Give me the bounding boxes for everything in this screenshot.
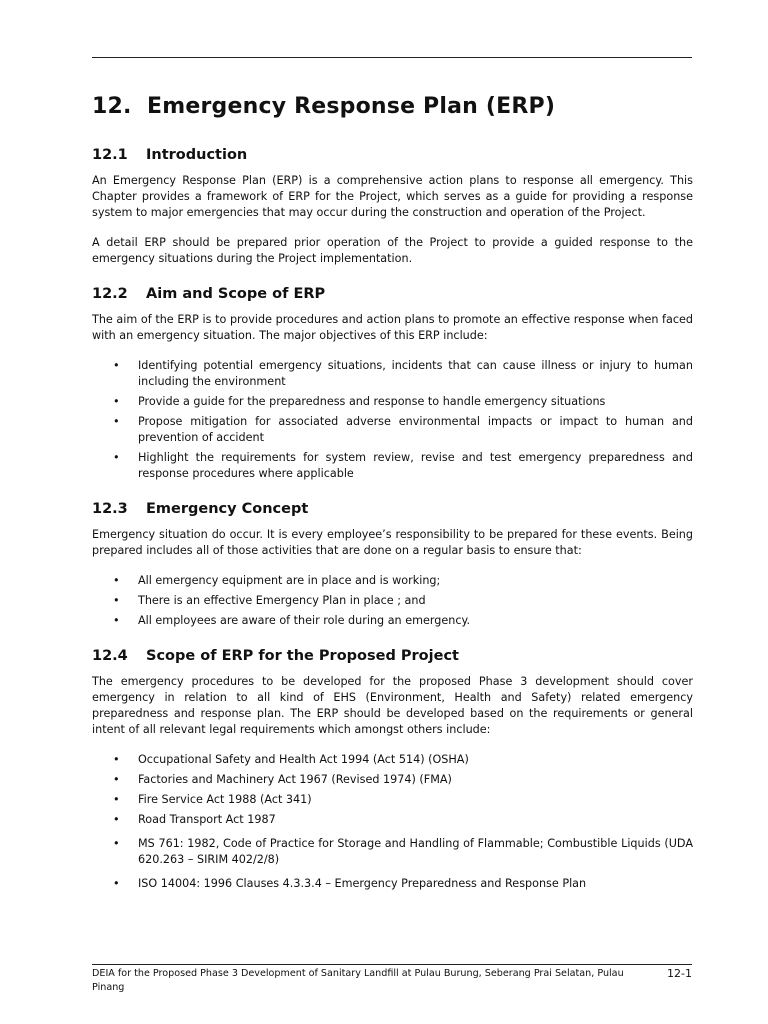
legal-requirements-list xyxy=(92,752,693,892)
bullet-icon: • xyxy=(113,773,120,786)
list-item-text: All employees are aware of their role during an emergency. xyxy=(138,614,471,627)
section-number: 12.4 xyxy=(92,648,128,664)
bullet-icon: • xyxy=(113,594,120,607)
list-item-text: Highlight the requirements for system review, revise and test emergency preparedness and response procedures where applicable xyxy=(138,451,693,480)
section-heading-emergency-concept xyxy=(92,500,693,518)
paragraph: Emergency situation do occur. It is every employee’s responsibility to be prepared for these events. Being prepared includes all of those activities that are done on a regular basis to ensure that: xyxy=(92,528,693,557)
header-rule xyxy=(92,57,692,58)
chapter-title: Emergency Response Plan (ERP) xyxy=(147,94,556,119)
bullet-icon: • xyxy=(113,574,120,587)
list-item xyxy=(92,752,693,768)
bullet-icon: • xyxy=(113,813,120,826)
footer-rule xyxy=(92,964,692,965)
list-item xyxy=(92,792,693,808)
list-item-text: ISO 14004: 1996 Clauses 4.3.3.4 – Emergency Preparedness and Response Plan xyxy=(138,877,587,890)
chapter-number: 12. xyxy=(92,94,132,119)
section-heading-aim-scope xyxy=(92,285,693,303)
list-item-text: Propose mitigation for associated adverse environmental impacts or impact to human and prevention of accident xyxy=(138,415,693,444)
paragraph: A detail ERP should be prepared prior operation of the Project to provide a guided response to the emergency situations during the Project implementation. xyxy=(92,236,693,265)
concept-list xyxy=(92,573,693,629)
list-item-text: Factories and Machinery Act 1967 (Revised 1974) (FMA) xyxy=(138,773,452,786)
section-title: Emergency Concept xyxy=(146,501,309,517)
list-item-text: Identifying potential emergency situations, incidents that can cause illness or injury to human including the environment xyxy=(138,359,693,388)
section-title: Aim and Scope of ERP xyxy=(146,286,326,302)
list-item xyxy=(92,394,693,410)
list-item-text: All emergency equipment are in place and is working; xyxy=(138,574,441,587)
section-heading-introduction xyxy=(92,146,693,164)
section-title: Scope of ERP for the Proposed Project xyxy=(146,648,459,664)
footer-text: DEIA for the Proposed Phase 3 Development of Sanitary Landfill at Pulau Burung, Seberang Prai Selatan, Pulau Pinang xyxy=(92,968,624,993)
list-item-text: MS 761: 1982, Code of Practice for Storage and Handling of Flammable; Combustible Liquids (UDA 620.263 – SIRIM 402/2/8) xyxy=(138,837,693,866)
list-item xyxy=(92,876,693,892)
bullet-icon: • xyxy=(113,451,120,464)
bullet-icon: • xyxy=(113,753,120,766)
list-item xyxy=(92,772,693,788)
paragraph: The emergency procedures to be developed for the proposed Phase 3 development should cover emergency in relation to all kind of EHS (Environment, Health and Safety) related emergency preparedness and response plan. The ERP should be developed based on the requirements or general intent of all relevant legal requirements which amongst others include: xyxy=(92,675,693,736)
bullet-icon: • xyxy=(113,359,120,372)
list-item xyxy=(92,593,693,609)
bullet-icon: • xyxy=(113,877,120,890)
list-item xyxy=(92,573,693,589)
section-heading-scope-project xyxy=(92,647,693,665)
list-item xyxy=(92,812,693,828)
section-number: 12.2 xyxy=(92,286,128,302)
list-item-text: Occupational Safety and Health Act 1994 (Act 514) (OSHA) xyxy=(138,753,469,766)
paragraph: An Emergency Response Plan (ERP) is a comprehensive action plans to response all emergency. This Chapter provides a framework of ERP for the Project, which serves as a guide for providing a response system to major emergencies that may occur during the construction and operation of the Project. xyxy=(92,174,693,219)
paragraph: The aim of the ERP is to provide procedures and action plans to promote an effective response when faced with an emergency situation. The major objectives of this ERP include: xyxy=(92,313,693,342)
list-item xyxy=(92,450,693,482)
list-item xyxy=(92,414,693,446)
bullet-icon: • xyxy=(113,395,120,408)
section-title: Introduction xyxy=(146,147,248,163)
chapter-heading xyxy=(92,92,693,122)
list-item-text: Provide a guide for the preparedness and response to handle emergency situations xyxy=(138,395,606,408)
objectives-list xyxy=(92,358,693,482)
section-number: 12.3 xyxy=(92,501,128,517)
bullet-icon: • xyxy=(113,614,120,627)
bullet-icon: • xyxy=(113,837,120,850)
bullet-icon: • xyxy=(113,793,120,806)
section-number: 12.1 xyxy=(92,147,128,163)
document-body xyxy=(92,92,693,908)
page-footer xyxy=(92,967,692,993)
list-item-text: Fire Service Act 1988 (Act 341) xyxy=(138,793,312,806)
bullet-icon: • xyxy=(113,415,120,428)
list-item-text: Road Transport Act 1987 xyxy=(138,813,276,826)
list-item-text: There is an effective Emergency Plan in place ; and xyxy=(138,594,426,607)
list-item xyxy=(92,613,693,629)
list-item xyxy=(92,836,693,868)
page-number: 12-1 xyxy=(667,967,692,980)
list-item xyxy=(92,358,693,390)
